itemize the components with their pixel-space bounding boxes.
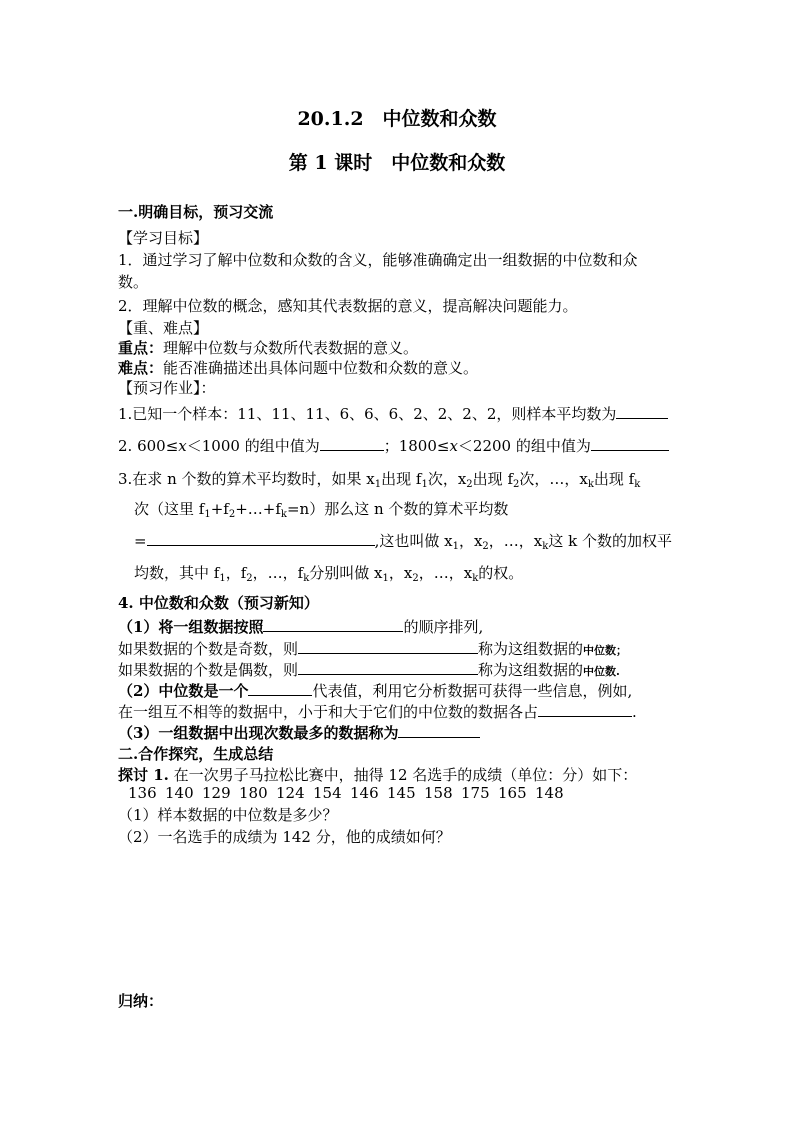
sub-k: k [542, 541, 549, 552]
q3-b: 出现 f [381, 470, 422, 488]
q4-odd-c: 中位数； [583, 644, 628, 657]
answer-blank-1[interactable] [616, 404, 668, 419]
sub-1: 1 [374, 479, 382, 490]
sub-2: 2 [482, 541, 489, 552]
q2-part-b: ＜1000 的组中值为 [186, 437, 320, 455]
question-4-odd [118, 638, 627, 659]
score-value: 136 [128, 784, 157, 802]
sub-k: k [280, 509, 287, 520]
q3-c: 次，x [427, 470, 467, 488]
sub-k: k [472, 573, 479, 584]
sub-k: k [587, 479, 594, 490]
sub-k: k [303, 573, 310, 584]
sub-2: 2 [246, 573, 253, 584]
goal2: 2．理解中位数的概念，感知其代表数据的意义，提高解决问题能力。 [118, 297, 578, 315]
q3-f: 出现 f [593, 470, 635, 488]
q3-q: ，f [225, 564, 247, 582]
question-2 [118, 435, 669, 456]
difficult-text: 能否准确描述出具体问题中位数和众数的意义。 [163, 359, 479, 377]
answer-blank-4d[interactable] [248, 681, 312, 696]
difficult-point [118, 357, 478, 378]
q3-l: ,这也叫做 x [374, 532, 453, 550]
score-value: 145 [387, 784, 416, 802]
sub-1: 1 [421, 479, 428, 490]
goals-label: 【学习目标】 [118, 229, 209, 247]
q3-i: +…+f [235, 500, 281, 518]
answer-blank-2a[interactable] [320, 436, 384, 451]
sub-k: k [634, 479, 641, 490]
score-value: 146 [350, 784, 379, 802]
q4-2a: （2）中位数是一个 [118, 682, 249, 700]
q3-s: 分别叫做 x [309, 564, 383, 582]
question-4-heading: 4. 中位数和众数（预习新知） [118, 594, 319, 612]
q2-part-c: ；1800≤ [383, 437, 450, 455]
goal1-line1: 1．通过学习了解中位数和众数的含义，能够准确确定出一组数据的中位数和众 [118, 251, 638, 269]
question-4-2 [118, 680, 632, 701]
q3-t: ，x [388, 564, 413, 582]
q3-a: 3.在求 n 个数的算术平均数时，如果 x [118, 470, 375, 488]
q4-2c: 在一组互不相等的数据中，小于和大于它们的中位数的数据各占 [118, 703, 539, 721]
sub-2: 2 [228, 509, 236, 520]
q4-odd-b: 称为这组数据的 [478, 640, 584, 658]
q2-var-x: x [178, 437, 187, 455]
sub-2: 2 [466, 479, 473, 490]
q4-1b: 的顺序排列, [403, 618, 484, 636]
q4-even-c: 中位数. [583, 665, 620, 678]
q4-2d: . [632, 703, 637, 721]
q3-g: 次（这里 f [134, 500, 205, 518]
question-4-3 [118, 722, 480, 743]
sub-1: 1 [219, 573, 226, 584]
answer-blank-4e[interactable] [538, 702, 632, 717]
q2-var-x-2: x [449, 437, 458, 455]
key-point-text: 理解中位数与众数所代表数据的意义。 [163, 339, 419, 357]
sub-question-1: （1）样本数据的中位数是多少？ [118, 806, 338, 824]
q3-e: 次，…，x [519, 470, 588, 488]
page-title: 20.1.2 中位数和众数 [297, 108, 497, 130]
score-value: 148 [535, 784, 564, 802]
score-value: 180 [239, 784, 268, 802]
q4-2b: 代表值，利用它分析数据可获得一些信息，例如, [312, 682, 633, 700]
q2-part-d: ＜2200 的组中值为 [457, 437, 591, 455]
answer-blank-4b[interactable] [298, 639, 478, 654]
section1-heading: 一.明确目标，预习交流 [118, 203, 274, 221]
q4-1a: （1）将一组数据按照 [118, 618, 264, 636]
answer-blank-3[interactable] [147, 531, 375, 546]
q3-o: 这 k 个数的加权平 [548, 532, 672, 550]
sub-1: 1 [382, 573, 389, 584]
section2-heading: 二.合作探究，生成总结 [118, 745, 274, 763]
score-value: 175 [461, 784, 490, 802]
answer-blank-4f[interactable] [398, 723, 480, 738]
q3-d: 出现 f [472, 470, 513, 488]
score-value: 124 [276, 784, 305, 802]
q2-part-a: 2. 600≤ [118, 437, 179, 455]
q3-u: ，…，x [418, 564, 473, 582]
q4-3: （3）一组数据中出现次数最多的数据称为 [118, 724, 399, 742]
q4-even-b: 称为这组数据的 [478, 661, 584, 679]
key-label: 【重、难点】 [118, 319, 209, 337]
sub-2: 2 [513, 479, 520, 490]
page-subtitle: 第 1 课时 中位数和众数 [288, 152, 506, 174]
q3-p: 均数，其中 f [134, 564, 220, 582]
score-value: 154 [313, 784, 342, 802]
score-value: 158 [424, 784, 453, 802]
key-point [118, 337, 418, 358]
sub-question-2: （2）一名选手的成绩为 142 分，他的成绩如何？ [118, 828, 451, 846]
q3-k: = [134, 532, 147, 550]
question-4-even [118, 659, 620, 680]
key-point-label: 重点： [118, 339, 164, 357]
question-1-text: 1.已知一个样本：11、11、11、6、6、6、2、2、2、2，则样本平均数为 [118, 405, 617, 423]
goal1-line2: 数。 [118, 273, 149, 291]
explore-1 [118, 764, 637, 785]
q3-m: ，x [458, 532, 483, 550]
q4-even-a: 如果数据的个数是偶数，则 [118, 661, 299, 679]
sub-1: 1 [204, 509, 211, 520]
q3-j: =n）那么这 n 个数的算术平均数 [286, 500, 509, 518]
difficult-label: 难点： [118, 359, 164, 377]
q3-h: +f [210, 500, 229, 518]
q3-n: ，…，x [488, 532, 543, 550]
score-value: 129 [202, 784, 231, 802]
answer-blank-4a[interactable] [263, 617, 403, 632]
explore-text: 在一次男子马拉松比赛中，抽得 12 名选手的成绩（单位：分）如下： [168, 766, 638, 784]
question-4-1 [118, 616, 483, 637]
answer-blank-4c[interactable] [298, 660, 478, 675]
question-3-line3 [134, 530, 672, 551]
explore-label: 探讨 1. [118, 766, 169, 784]
sub-1: 1 [452, 541, 459, 552]
score-value: 140 [165, 784, 194, 802]
q3-v: 的权。 [478, 564, 524, 582]
question-3-line2 [134, 498, 508, 519]
score-list [128, 784, 572, 802]
score-value: 165 [498, 784, 527, 802]
summary-label: 归纳： [118, 992, 164, 1010]
question-1 [118, 403, 668, 424]
q3-r: ，…，f [252, 564, 304, 582]
question-4-2-cont [118, 701, 637, 722]
question-3-line4 [134, 562, 523, 583]
question-3-line1 [118, 468, 640, 489]
homework-label: 【预习作业】： [118, 379, 216, 397]
sub-2: 2 [412, 573, 419, 584]
answer-blank-2b[interactable] [591, 436, 669, 451]
q4-odd-a: 如果数据的个数是奇数，则 [118, 640, 299, 658]
